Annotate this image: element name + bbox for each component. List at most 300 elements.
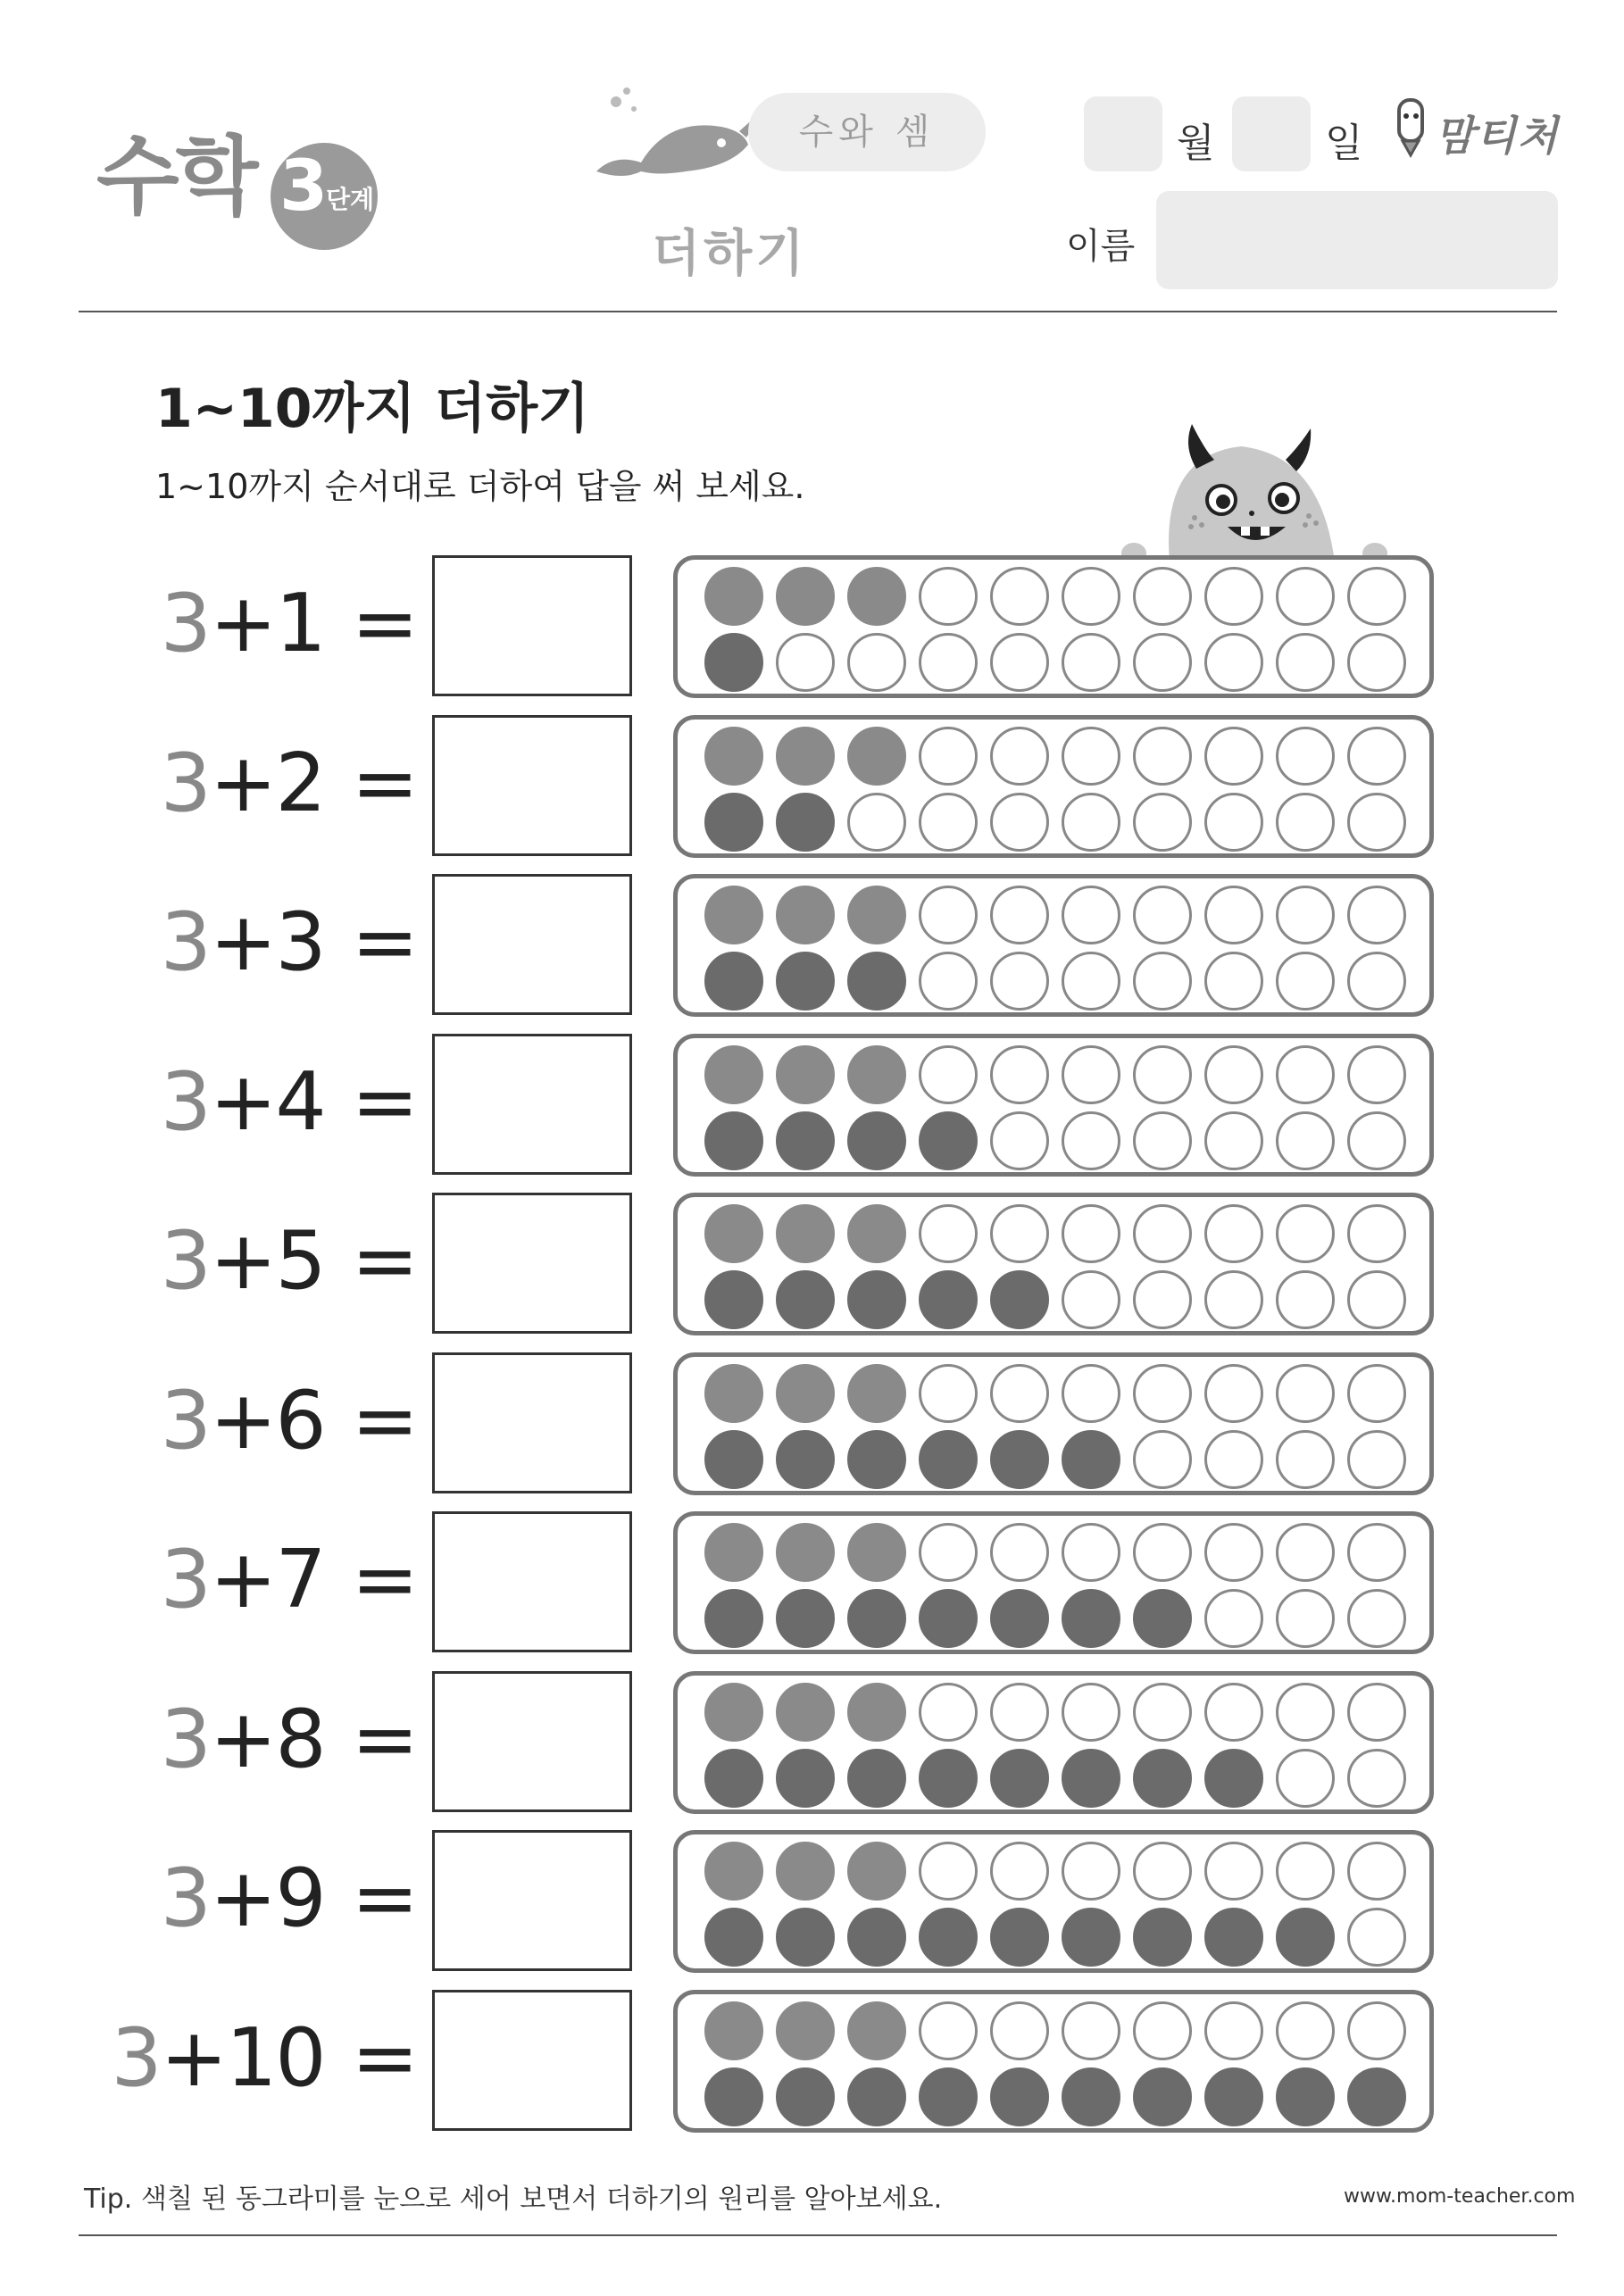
empty-circle [1204, 727, 1263, 786]
empty-circle [1204, 1523, 1263, 1582]
empty-circle [990, 1364, 1049, 1423]
filled-circle [847, 886, 906, 944]
filled-circle [847, 1204, 906, 1263]
empty-circle [1133, 1430, 1192, 1489]
addend-a: 3 [111, 2011, 161, 2105]
empty-circle [990, 633, 1049, 692]
problem-row [0, 715, 1624, 858]
empty-circle [1062, 1842, 1120, 1901]
filled-circle [776, 886, 835, 944]
tip-text: Tip. 색칠 된 동그라미를 눈으로 세어 보면서 더하기의 원리를 알아보세요. [84, 2184, 943, 2215]
level-number: 3 [279, 146, 329, 227]
empty-circle [1204, 1204, 1263, 1263]
name-label: 이름 [1066, 226, 1136, 267]
filled-circle [847, 2067, 906, 2126]
filled-circle [704, 952, 763, 1011]
empty-circle [1276, 1523, 1335, 1582]
equals-sign: = [351, 1851, 417, 1945]
counting-frame [673, 874, 1434, 1017]
filled-circle [776, 1045, 835, 1104]
problem-row [0, 874, 1624, 1017]
filled-circle [990, 1908, 1049, 1967]
problem-row [0, 1511, 1624, 1654]
filled-circle [1133, 1589, 1192, 1648]
filled-circle [1204, 2067, 1263, 2126]
empty-circle [1347, 2001, 1406, 2060]
equals-sign: = [351, 1533, 417, 1626]
addend-b: 5 [275, 1214, 325, 1308]
empty-circle [990, 1842, 1049, 1901]
counting-frame [673, 1034, 1434, 1177]
addend-b: 4 [275, 1055, 325, 1149]
empty-circle [1347, 567, 1406, 626]
empty-circle [1347, 1589, 1406, 1648]
empty-circle [1347, 1908, 1406, 1967]
plus-sign: + [209, 577, 276, 670]
empty-circle [1276, 1270, 1335, 1329]
filled-circle [990, 1749, 1049, 1808]
empty-circle [990, 727, 1049, 786]
answer-box[interactable] [432, 1511, 632, 1652]
filled-circle [1133, 2067, 1192, 2126]
equation [161, 735, 417, 833]
addend-b: 7 [275, 1533, 325, 1626]
empty-circle [1276, 1430, 1335, 1489]
empty-circle [1133, 1683, 1192, 1742]
filled-circle [704, 633, 763, 692]
empty-circle [990, 1111, 1049, 1170]
answer-box[interactable] [432, 1034, 632, 1175]
brand-text: 맘티처 [1435, 112, 1560, 160]
filled-circle [1347, 2067, 1406, 2126]
filled-circle [704, 1908, 763, 1967]
filled-circle [847, 1523, 906, 1582]
empty-circle [1062, 886, 1120, 944]
addend-b: 8 [275, 1693, 325, 1786]
empty-circle [1062, 1111, 1120, 1170]
empty-circle [990, 1204, 1049, 1263]
empty-circle [1347, 1749, 1406, 1808]
answer-box[interactable] [432, 555, 632, 696]
plus-sign: + [209, 1533, 276, 1626]
filled-circle [990, 1430, 1049, 1489]
day-label: 일 [1325, 121, 1363, 166]
filled-circle [1062, 1908, 1120, 1967]
problem-row [0, 555, 1624, 698]
empty-circle [1204, 1589, 1263, 1648]
addend-a: 3 [160, 1533, 210, 1626]
addend-b: 10 [226, 2011, 325, 2105]
filled-circle [919, 1749, 978, 1808]
addend-b: 1 [275, 577, 325, 670]
empty-circle [1062, 1270, 1120, 1329]
empty-circle [919, 1683, 978, 1742]
filled-circle [776, 1111, 835, 1170]
day-input[interactable] [1232, 96, 1311, 171]
counting-frame [673, 1193, 1434, 1335]
empty-circle [1347, 1045, 1406, 1104]
filled-circle [1062, 1430, 1120, 1489]
empty-circle [1276, 1204, 1335, 1263]
filled-circle [919, 1589, 978, 1648]
addend-b: 2 [275, 736, 325, 830]
empty-circle [1062, 952, 1120, 1011]
addend-a: 3 [160, 1374, 210, 1468]
equals-sign: = [351, 1055, 417, 1149]
empty-circle [1133, 1111, 1192, 1170]
counting-frame [673, 1990, 1434, 2133]
empty-circle [1062, 633, 1120, 692]
empty-circle [1204, 1842, 1263, 1901]
filled-circle [847, 567, 906, 626]
filled-circle [704, 1749, 763, 1808]
counting-frame [673, 1830, 1434, 1973]
empty-circle [990, 952, 1049, 1011]
empty-circle [776, 633, 835, 692]
filled-circle [776, 1523, 835, 1582]
empty-circle [1133, 952, 1192, 1011]
empty-circle [990, 793, 1049, 852]
answer-box[interactable] [432, 1830, 632, 1971]
empty-circle [1062, 567, 1120, 626]
empty-circle [919, 1842, 978, 1901]
equation [111, 2009, 417, 2108]
counting-frame [673, 1352, 1434, 1495]
empty-circle [919, 886, 978, 944]
plus-sign: + [209, 736, 276, 830]
empty-circle [1133, 1204, 1192, 1263]
empty-circle [1204, 1270, 1263, 1329]
empty-circle [1276, 1111, 1335, 1170]
filled-circle [776, 2001, 835, 2060]
answer-box[interactable] [432, 1671, 632, 1812]
equals-sign: = [351, 2011, 417, 2105]
empty-circle [1276, 727, 1335, 786]
empty-circle [1347, 952, 1406, 1011]
empty-circle [1276, 1683, 1335, 1742]
filled-circle [704, 1523, 763, 1582]
filled-circle [776, 1683, 835, 1742]
empty-circle [919, 1364, 978, 1423]
empty-circle [919, 567, 978, 626]
filled-circle [847, 1683, 906, 1742]
counting-frame [673, 555, 1434, 698]
filled-circle [776, 1842, 835, 1901]
empty-circle [919, 1045, 978, 1104]
filled-circle [776, 2067, 835, 2126]
addend-b: 3 [275, 895, 325, 989]
empty-circle [919, 727, 978, 786]
empty-circle [1276, 2001, 1335, 2060]
empty-circle [1133, 1045, 1192, 1104]
narwhal-icon [587, 82, 766, 189]
equation [161, 894, 417, 992]
empty-circle [1276, 1749, 1335, 1808]
answer-box[interactable] [432, 874, 632, 1015]
filled-circle [704, 2067, 763, 2126]
level-suffix: 단계 [326, 185, 375, 214]
empty-circle [1133, 1523, 1192, 1582]
empty-circle [1204, 952, 1263, 1011]
filled-circle [776, 1364, 835, 1423]
logo [96, 127, 400, 268]
filled-circle [776, 1270, 835, 1329]
worksheet-instruction: 1~10까지 순서대로 더하여 답을 써 보세요. [155, 467, 805, 506]
logo-text: 수학 [96, 127, 255, 227]
filled-circle [847, 1270, 906, 1329]
plus-sign: + [209, 1693, 276, 1786]
equation [161, 575, 417, 673]
filled-circle [1133, 1749, 1192, 1808]
filled-circle [847, 1589, 906, 1648]
empty-circle [990, 886, 1049, 944]
empty-circle [1062, 1683, 1120, 1742]
empty-circle [1276, 1842, 1335, 1901]
filled-circle [776, 793, 835, 852]
month-input[interactable] [1084, 96, 1162, 171]
empty-circle [1347, 727, 1406, 786]
empty-circle [1204, 1111, 1263, 1170]
equation [161, 1053, 417, 1152]
website-url: www.mom-teacher.com [1344, 2185, 1576, 2208]
filled-circle [704, 1842, 763, 1901]
equation [161, 1850, 417, 1948]
filled-circle [1204, 1908, 1263, 1967]
empty-circle [919, 952, 978, 1011]
empty-circle [1204, 567, 1263, 626]
header-divider [79, 311, 1557, 312]
empty-circle [1276, 1589, 1335, 1648]
empty-circle [1062, 2001, 1120, 2060]
empty-circle [1204, 1683, 1263, 1742]
empty-circle [1347, 1111, 1406, 1170]
empty-circle [1062, 1523, 1120, 1582]
filled-circle [990, 1589, 1049, 1648]
filled-circle [847, 1364, 906, 1423]
addend-a: 3 [160, 577, 210, 670]
filled-circle [919, 1430, 978, 1489]
name-input[interactable] [1156, 191, 1558, 289]
counting-frame [673, 1671, 1434, 1814]
empty-circle [1204, 633, 1263, 692]
empty-circle [1133, 1364, 1192, 1423]
addend-a: 3 [160, 1214, 210, 1308]
answer-box[interactable] [432, 1990, 632, 2131]
empty-circle [990, 1523, 1049, 1582]
plus-sign: + [209, 1055, 276, 1149]
empty-circle [1204, 1364, 1263, 1423]
empty-circle [990, 1045, 1049, 1104]
empty-circle [1204, 2001, 1263, 2060]
empty-circle [1276, 633, 1335, 692]
filled-circle [919, 1908, 978, 1967]
filled-circle [776, 567, 835, 626]
filled-circle [1276, 1908, 1335, 1967]
answer-box[interactable] [432, 715, 632, 856]
plus-sign: + [160, 2011, 227, 2105]
answer-box[interactable] [432, 1193, 632, 1334]
empty-circle [919, 1523, 978, 1582]
filled-circle [776, 1908, 835, 1967]
filled-circle [847, 952, 906, 1011]
footer-divider [79, 2234, 1557, 2236]
filled-circle [1276, 2067, 1335, 2126]
empty-circle [1062, 793, 1120, 852]
plus-sign: + [209, 1214, 276, 1308]
empty-circle [919, 793, 978, 852]
filled-circle [704, 793, 763, 852]
empty-circle [1347, 1364, 1406, 1423]
empty-circle [1062, 727, 1120, 786]
equation [161, 1372, 417, 1470]
filled-circle [776, 1430, 835, 1489]
empty-circle [1347, 1270, 1406, 1329]
empty-circle [1347, 1204, 1406, 1263]
empty-circle [1204, 1430, 1263, 1489]
empty-circle [919, 2001, 978, 2060]
empty-circle [1062, 1364, 1120, 1423]
equals-sign: = [351, 1374, 417, 1468]
level-badge [271, 143, 378, 250]
counting-frame [673, 1511, 1434, 1654]
filled-circle [704, 727, 763, 786]
subtopic: 더하기 [652, 225, 808, 283]
plus-sign: + [209, 895, 276, 989]
filled-circle [704, 1430, 763, 1489]
empty-circle [1204, 793, 1263, 852]
empty-circle [919, 1204, 978, 1263]
empty-circle [1347, 1430, 1406, 1489]
equals-sign: = [351, 895, 417, 989]
addend-a: 3 [160, 1055, 210, 1149]
equals-sign: = [351, 736, 417, 830]
problem-row [0, 1034, 1624, 1177]
filled-circle [919, 2067, 978, 2126]
empty-circle [1276, 952, 1335, 1011]
filled-circle [919, 1111, 978, 1170]
worksheet-title: 1~10까지 더하기 [155, 378, 590, 440]
answer-box[interactable] [432, 1352, 632, 1493]
problem-row [0, 1830, 1624, 1973]
addend-a: 3 [160, 1851, 210, 1945]
filled-circle [847, 1842, 906, 1901]
empty-circle [1133, 567, 1192, 626]
empty-circle [1062, 1204, 1120, 1263]
empty-circle [990, 1683, 1049, 1742]
pencil-mascot-icon [1388, 96, 1433, 159]
empty-circle [1204, 886, 1263, 944]
filled-circle [704, 1364, 763, 1423]
problem-row [0, 1990, 1624, 2133]
filled-circle [776, 952, 835, 1011]
addend-a: 3 [160, 895, 210, 989]
filled-circle [1062, 1589, 1120, 1648]
counting-frame [673, 715, 1434, 858]
addend-a: 3 [160, 1693, 210, 1786]
addend-b: 9 [275, 1851, 325, 1945]
empty-circle [847, 633, 906, 692]
equation [161, 1691, 417, 1789]
filled-circle [776, 1749, 835, 1808]
filled-circle [704, 567, 763, 626]
empty-circle [1276, 886, 1335, 944]
empty-circle [1347, 793, 1406, 852]
addend-b: 6 [275, 1374, 325, 1468]
empty-circle [990, 567, 1049, 626]
filled-circle [704, 1045, 763, 1104]
filled-circle [776, 727, 835, 786]
filled-circle [776, 1589, 835, 1648]
empty-circle [1347, 1523, 1406, 1582]
empty-circle [1133, 1842, 1192, 1901]
filled-circle [990, 1270, 1049, 1329]
addend-a: 3 [160, 736, 210, 830]
filled-circle [1062, 1749, 1120, 1808]
problem-row [0, 1352, 1624, 1495]
monster-mascot-icon [1107, 420, 1402, 562]
brand-logo [1388, 96, 1567, 159]
empty-circle [919, 633, 978, 692]
empty-circle [847, 793, 906, 852]
filled-circle [776, 1204, 835, 1263]
filled-circle [704, 1204, 763, 1263]
empty-circle [1133, 793, 1192, 852]
empty-circle [1347, 1842, 1406, 1901]
empty-circle [1133, 633, 1192, 692]
empty-circle [1062, 1045, 1120, 1104]
filled-circle [847, 1045, 906, 1104]
filled-circle [704, 1589, 763, 1648]
empty-circle [1347, 886, 1406, 944]
empty-circle [1276, 1045, 1335, 1104]
empty-circle [1133, 886, 1192, 944]
topic-pill: 수와 셈 [748, 93, 986, 171]
empty-circle [1347, 633, 1406, 692]
filled-circle [847, 1908, 906, 1967]
empty-circle [1276, 567, 1335, 626]
problem-row [0, 1671, 1624, 1814]
filled-circle [704, 886, 763, 944]
plus-sign: + [209, 1374, 276, 1468]
filled-circle [704, 2001, 763, 2060]
filled-circle [704, 1683, 763, 1742]
empty-circle [990, 2001, 1049, 2060]
filled-circle [704, 1270, 763, 1329]
filled-circle [990, 2067, 1049, 2126]
filled-circle [1062, 2067, 1120, 2126]
filled-circle [847, 2001, 906, 2060]
equation [161, 1531, 417, 1629]
filled-circle [847, 1749, 906, 1808]
empty-circle [1133, 2001, 1192, 2060]
empty-circle [1276, 1364, 1335, 1423]
equation [161, 1212, 417, 1310]
problem-row [0, 1193, 1624, 1335]
filled-circle [919, 1270, 978, 1329]
filled-circle [1204, 1749, 1263, 1808]
plus-sign: + [209, 1851, 276, 1945]
filled-circle [847, 1111, 906, 1170]
filled-circle [847, 727, 906, 786]
filled-circle [1133, 1908, 1192, 1967]
month-label: 월 [1177, 121, 1215, 166]
empty-circle [1133, 727, 1192, 786]
equals-sign: = [351, 1214, 417, 1308]
equals-sign: = [351, 1693, 417, 1786]
filled-circle [704, 1111, 763, 1170]
equals-sign: = [351, 577, 417, 670]
empty-circle [1133, 1270, 1192, 1329]
